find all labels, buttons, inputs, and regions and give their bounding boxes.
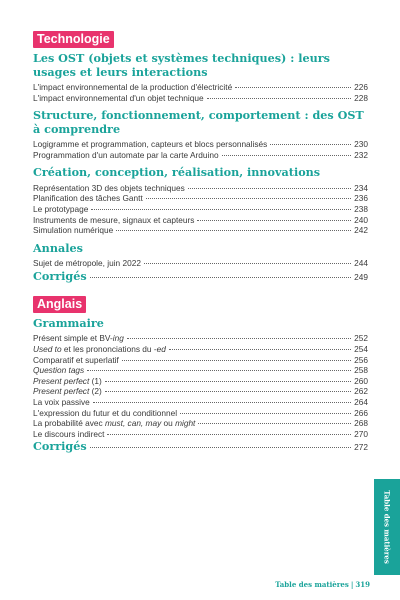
toc-page — [33, 30, 368, 454]
dot-leader — [105, 391, 351, 392]
footer-label: Table des matières — [275, 580, 349, 589]
toc-entry[interactable] — [33, 429, 368, 440]
entry-label: Représentation 3D des objets techniques — [33, 182, 185, 193]
entry-label: Le discours indirect — [33, 428, 105, 439]
dot-leader — [235, 87, 351, 88]
toc-entry[interactable] — [33, 376, 368, 387]
dot-leader — [90, 447, 352, 448]
toc-entry[interactable] — [33, 258, 368, 269]
entry-page: 264 — [354, 397, 368, 407]
toc-entry[interactable] — [33, 225, 368, 236]
entry-page: 258 — [354, 365, 368, 376]
section-title-grammaire: Grammaire — [33, 315, 104, 330]
entry-page: 256 — [354, 354, 368, 365]
dot-leader — [91, 209, 351, 210]
side-tab-label: Table des matières — [382, 490, 392, 564]
entry-label: Present perfect (2) — [33, 386, 102, 397]
toc-entry[interactable] — [33, 386, 368, 397]
entry-page: 232 — [354, 149, 368, 160]
entry-page: 234 — [354, 182, 368, 193]
dot-leader — [107, 434, 351, 435]
entry-label: Used to et les prononciations du -ed — [33, 344, 166, 355]
entry-page: 254 — [354, 344, 368, 355]
toc-entry[interactable] — [33, 139, 368, 150]
subject-badge-technologie: Technologie — [33, 31, 114, 48]
toc-entry[interactable] — [33, 82, 368, 93]
dot-leader — [144, 263, 351, 264]
entry-page: 266 — [354, 407, 368, 418]
entry-label: L'impact environnemental de la production d'électricité — [33, 82, 233, 92]
toc-entry[interactable] — [33, 408, 368, 419]
entry-page: 252 — [354, 333, 368, 344]
entry-page: 268 — [354, 418, 368, 429]
dot-leader — [197, 220, 351, 221]
entry-page: 244 — [354, 258, 368, 269]
toc-entry[interactable] — [33, 93, 368, 104]
entry-page: 249 — [354, 271, 368, 282]
entry-label: Instruments de mesure, signaux et capteurs — [33, 214, 195, 225]
toc-entry-corriges[interactable] — [33, 269, 368, 284]
entry-page: 242 — [354, 225, 368, 236]
side-tab-table-des-matieres[interactable] — [374, 479, 400, 575]
entry-label: La probabilité avec must, can, may ou might — [33, 418, 196, 429]
subject-badge-anglais: Anglais — [33, 296, 86, 313]
dot-leader — [222, 155, 352, 156]
dot-leader — [116, 230, 351, 231]
entry-label: L'expression du futur et du conditionnel — [33, 407, 178, 418]
toc-entry[interactable] — [33, 355, 368, 366]
entry-label: Présent simple et BV-ing — [33, 333, 124, 344]
entry-page: 240 — [354, 214, 368, 225]
toc-entry[interactable] — [33, 365, 368, 376]
toc-entry[interactable] — [33, 204, 368, 215]
entry-page: 238 — [354, 204, 368, 215]
toc-entry[interactable] — [33, 193, 368, 204]
entry-page: 230 — [354, 139, 368, 150]
footer-separator: | — [350, 580, 354, 589]
dot-leader — [93, 402, 351, 403]
section-title-ost-usages: Les OST (objets et systèmes techniques) : leurs usages et leurs interactions — [33, 51, 330, 79]
entry-label: Logigramme et programmation, capteurs et blocs personnalisés — [33, 139, 268, 150]
entry-label: Simulation numérique — [33, 225, 114, 236]
entry-label: Programmation d'un automate par la carte Arduino — [33, 149, 219, 160]
entry-page: 228 — [354, 92, 368, 103]
toc-entry[interactable] — [33, 344, 368, 355]
page-footer — [275, 580, 370, 589]
section-title-creation: Création, conception, réalisation, innovations — [33, 165, 321, 180]
dot-leader — [146, 198, 351, 199]
dot-leader — [90, 277, 352, 278]
entry-page: 260 — [354, 375, 368, 386]
dot-leader — [87, 370, 351, 371]
corriges-label: Corrigés — [33, 439, 87, 454]
entry-page: 272 — [354, 442, 368, 453]
dot-leader — [270, 144, 351, 145]
toc-entry[interactable] — [33, 418, 368, 429]
page-number: 319 — [355, 580, 370, 589]
entry-page: 226 — [354, 82, 368, 92]
toc-entry-corriges[interactable] — [33, 439, 368, 454]
toc-entry[interactable] — [33, 150, 368, 161]
dot-leader — [180, 413, 351, 414]
dot-leader — [127, 338, 351, 339]
dot-leader — [169, 349, 351, 350]
toc-entry[interactable] — [33, 183, 368, 194]
dot-leader — [207, 98, 352, 99]
toc-entry[interactable] — [33, 333, 368, 344]
entry-page: 262 — [354, 386, 368, 397]
entry-label: Question tags — [33, 365, 85, 376]
section-title-annales: Annales — [33, 240, 83, 255]
corriges-label: Corrigés — [33, 268, 87, 283]
dot-leader — [122, 360, 351, 361]
dot-leader — [198, 423, 351, 424]
entry-label: Planification des tâches Gantt — [33, 193, 143, 204]
entry-page: 270 — [354, 428, 368, 439]
entry-label: Le prototypage — [33, 204, 89, 215]
section-title-structure: Structure, fonctionnement, comportement : des OST à comprendre — [33, 108, 364, 136]
entry-label: L'impact environnemental d'un objet technique — [33, 92, 204, 103]
entry-label: Sujet de métropole, juin 2022 — [33, 258, 141, 269]
toc-entry[interactable] — [33, 397, 368, 408]
entry-label: Comparatif et superlatif — [33, 354, 119, 365]
entry-label: La voix passive — [33, 397, 90, 407]
dot-leader — [188, 188, 351, 189]
entry-label: Present perfect (1) — [33, 375, 102, 386]
entry-page: 236 — [354, 193, 368, 204]
toc-entry[interactable] — [33, 215, 368, 226]
dot-leader — [105, 381, 351, 382]
